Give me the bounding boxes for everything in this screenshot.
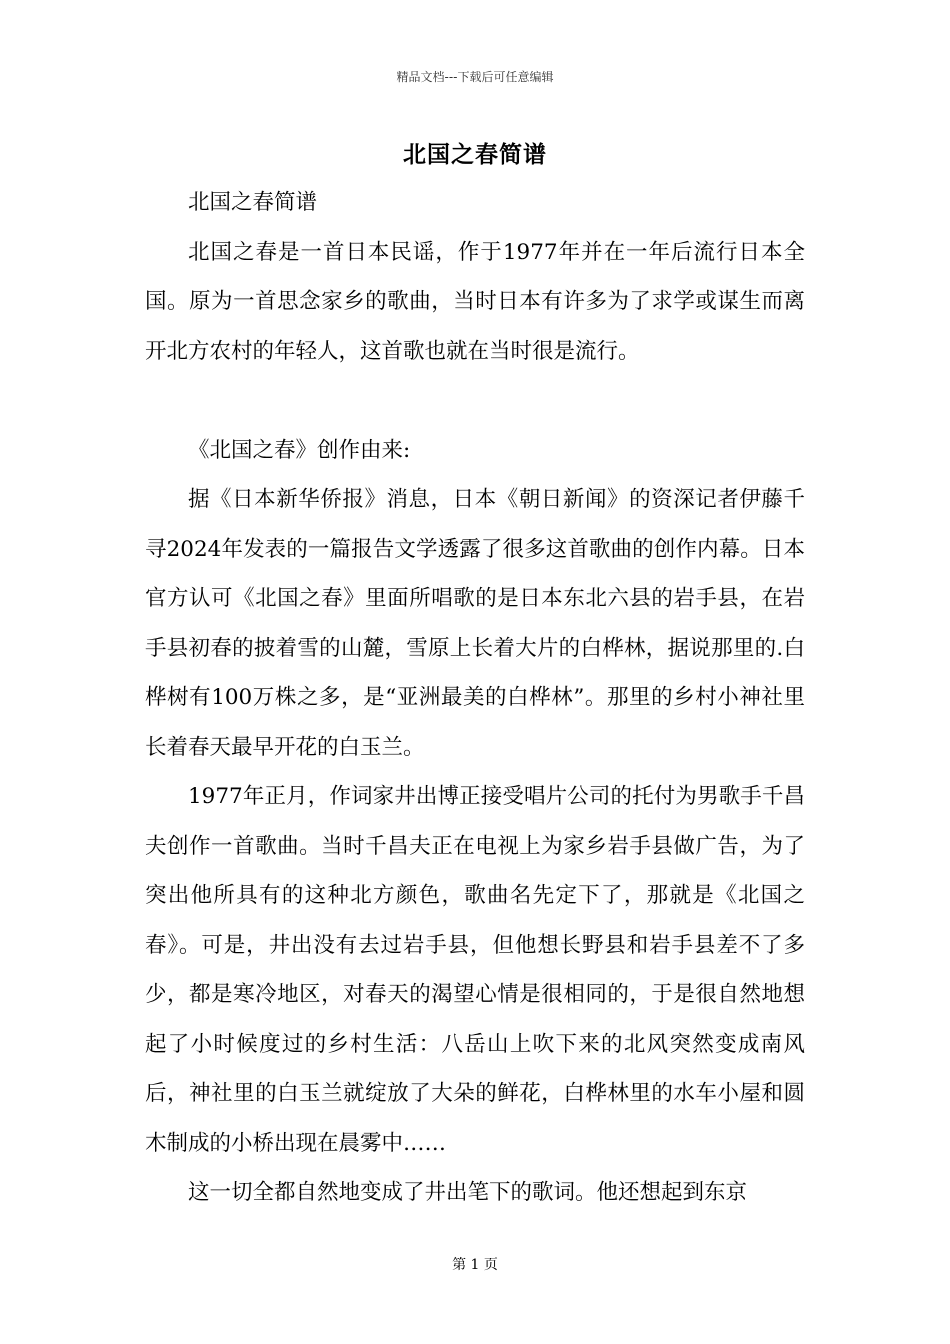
paragraph: 北国之春简谱 [188,190,318,215]
blank-line [145,376,805,426]
paragraph: 这一切全都自然地变成了井出笔下的歌词。他还想起到东京 [188,1180,748,1205]
paragraph: 《北国之春》创作由来: [188,437,411,463]
page-number: 第 1 页 [452,1257,498,1273]
paragraph: 北国之春是一首日本民谣，作于1977年并在一年后流行日本全国。原为一首思念家乡的歌曲，当时日本有许多为了求学或谋生而离开北方农村的年轻人，这首歌也就在当时很是流行。 [145,239,805,364]
document-title: 北国之春简谱 [403,141,547,168]
paragraph: 1977年正月，作词家井出博正接受唱片公司的托付为男歌手千昌夫创作一首歌曲。当时千昌夫正在电视上为家乡岩手县做广告，为了突出他所具有的这种北方颜色，歌曲名先定下了，那就是《北国之春》。可是，井出没有去过岩手县，但他想长野县和岩手县差不了多少，都是寒冷地区，对春天的渴望心情是很相同的，于是很自然地想起了小时候度过的乡村生活：八岳山上吹下来的北风突然变成南风后，神社里的白玉兰就绽放了大朵的鲜花，白桦林里的水车小屋和圆木制成的小桥出现在晨雾中…… [145,784,805,1156]
paragraph: 据《日本新华侨报》消息，日本《朝日新闻》的资深记者伊藤千寻2024年发表的一篇报告文学透露了很多这首歌曲的创作内幕。日本官方认可《北国之春》里面所唱歌的是日本东北六县的岩手县，在岩手县初春的披着雪的山麓，雪原上长着大片的白桦林，据说那里的.白桦树有100万株之多，是“亚洲最美的白桦林”。那里的乡村小神社里长着春天最早开花的白玉兰。 [145,487,805,760]
header-note: 精品文档---下载后可任意编辑 [396,70,554,84]
document-body [145,178,805,1218]
